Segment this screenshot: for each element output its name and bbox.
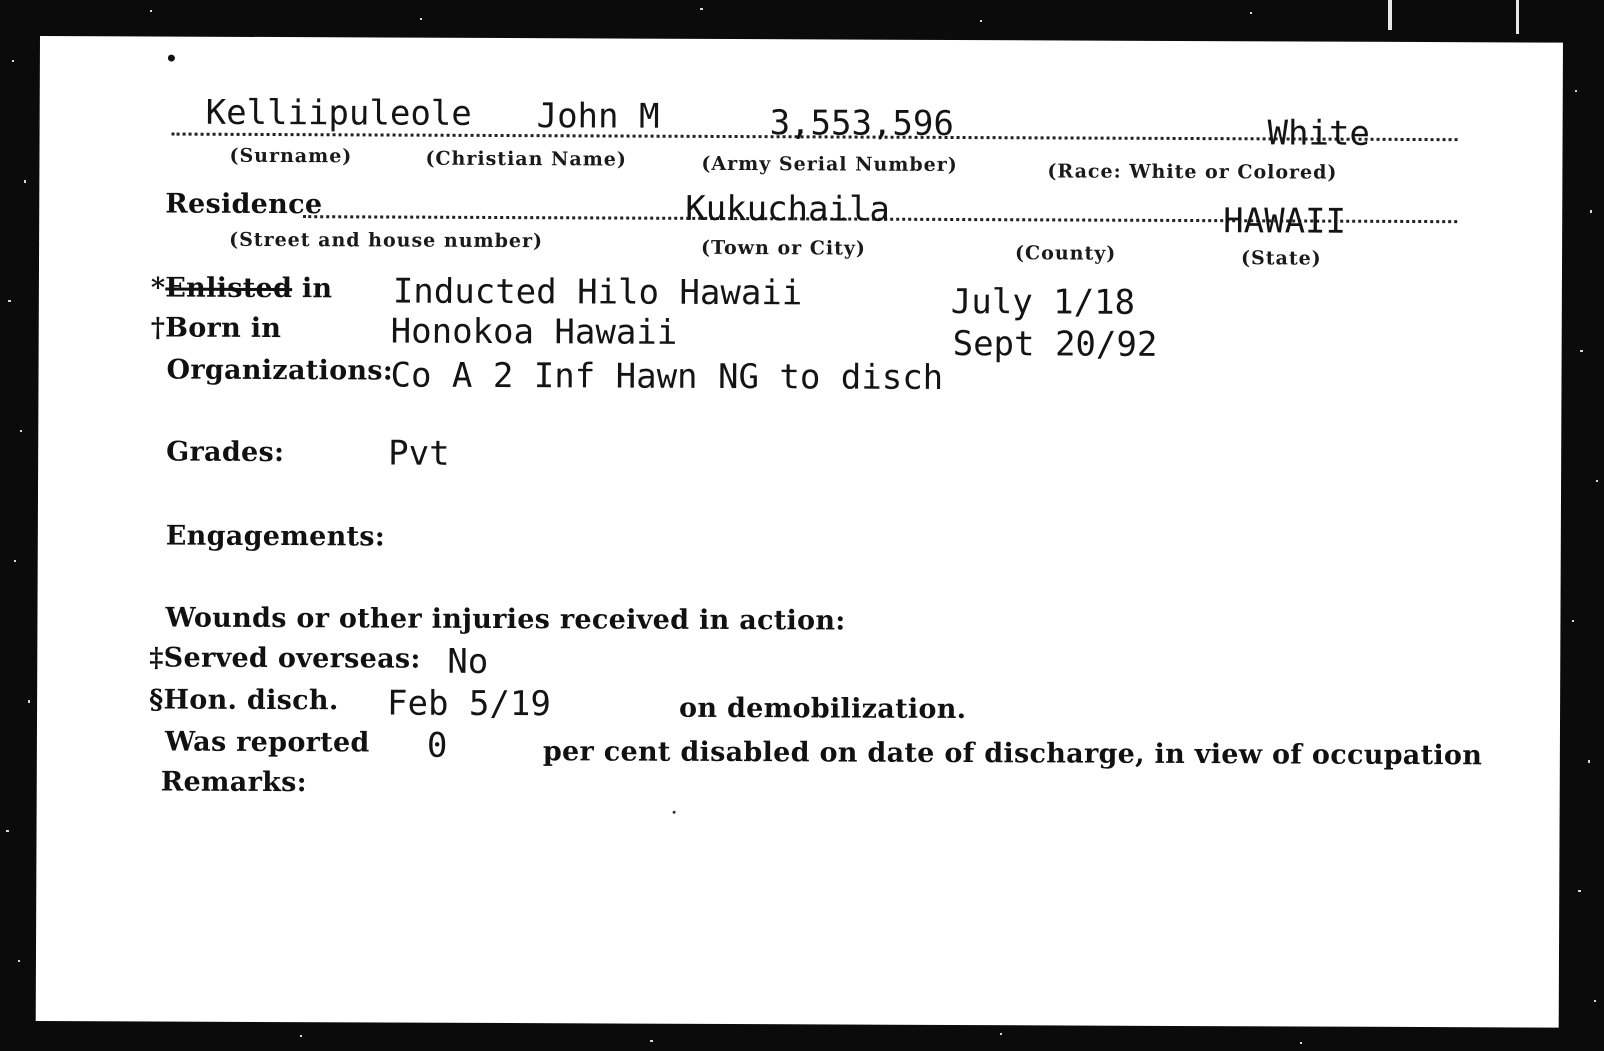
- scan-speck: [168, 55, 175, 62]
- christian-name-caption: (Christian Name): [425, 147, 627, 171]
- race-caption: (Race: White or Colored): [1047, 160, 1338, 184]
- hon-disch-value: Feb 5/19: [387, 683, 551, 725]
- remarks-label: Remarks:: [160, 766, 307, 799]
- service-record-card: [36, 36, 1563, 1028]
- was-reported-label: Was reported: [164, 726, 370, 759]
- inducted-date: July 1/18: [950, 281, 1136, 323]
- disability-percent-value: 0: [426, 725, 448, 766]
- town-caption: (Town or City): [701, 236, 866, 260]
- born-value: Honokoa Hawaii: [390, 311, 678, 353]
- born-label: †Born in: [150, 312, 282, 345]
- inducted-struck-word: Enlisted: [165, 272, 293, 305]
- state-caption: (State): [1240, 247, 1322, 270]
- grades-value: Pvt: [388, 433, 450, 474]
- organizations-label: Organizations:: [166, 354, 394, 387]
- inducted-asterisk: *: [150, 272, 166, 304]
- disability-text: per cent disabled on date of discharge, in view of occupation: [542, 736, 1483, 772]
- serial-number-value: 3,553,596: [769, 103, 954, 144]
- race-value: White: [1267, 113, 1371, 154]
- served-overseas-label: ‡Served overseas:: [149, 642, 421, 675]
- wounds-label: Wounds or other injuries received in action:: [165, 602, 846, 637]
- born-date: Sept 20/92: [952, 323, 1158, 365]
- served-overseas-value: No: [447, 641, 489, 682]
- serial-caption: (Army Serial Number): [701, 152, 958, 177]
- inducted-in-suffix: in: [292, 273, 333, 305]
- demobilization-text: on demobilization.: [679, 692, 967, 726]
- engagements-label: Engagements:: [165, 520, 386, 553]
- organizations-value: Co A 2 Inf Hawn NG to disch: [390, 355, 944, 398]
- inducted-label: [151, 272, 333, 304]
- hon-disch-label: §Hon. disch.: [149, 684, 339, 717]
- inducted-value: Inducted Hilo Hawaii: [392, 271, 803, 314]
- grades-label: Grades:: [166, 436, 285, 469]
- residence-town-value: Kukuchaila: [685, 188, 891, 230]
- residence-label: Residence: [165, 188, 323, 221]
- street-caption: (Street and house number): [229, 228, 544, 253]
- surname-value: Kelliipuleole: [205, 92, 472, 134]
- residence-state-value: HAWAII: [1223, 201, 1347, 242]
- scan-speck: [673, 811, 676, 814]
- surname-caption: (Surname): [229, 144, 353, 168]
- christian-name-value: John M: [536, 96, 660, 137]
- county-caption: (County): [1015, 242, 1117, 265]
